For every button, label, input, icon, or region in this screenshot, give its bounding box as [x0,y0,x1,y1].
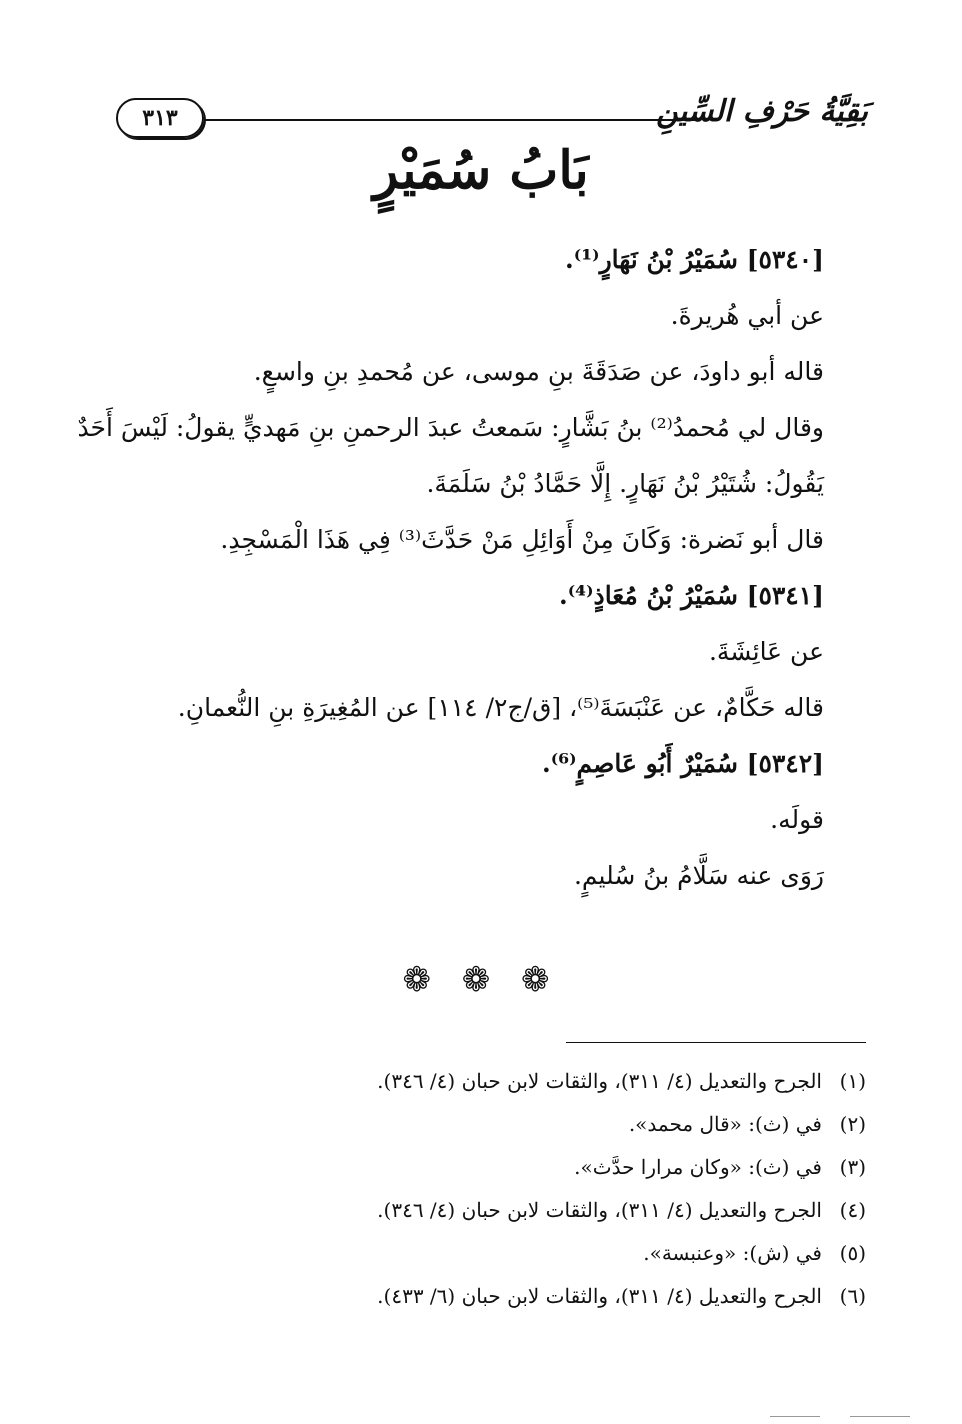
page-number: ٣١٣ [116,98,204,138]
body-line: يَقُولُ: شُتَيْرُ بْنُ نَهَارٍ. إِلَّا حَمَّادُ بْنُ سَلَمَةَ. [426,469,824,498]
footnote-text: في (ش): «وعنبسة». [643,1241,822,1265]
body-line: قال أبو نَضرة: وَكَانَ مِنْ أَوَائِلِ مَنْ حَدَّثَ⁽³⁾ فِي هَذَا الْمَسْجِدِ. [220,525,824,554]
footnote-text: الجرح والتعديل (٤/ ٣١١)، والثقات لابن حبان (٤/ ٣٤٦). [377,1198,822,1222]
entry-heading: [٥٣٤٢] سُمَيْرٌ أَبُو عَاصِمٍ⁽⁶⁾. [541,749,824,778]
footnote-text: في (ث): «قال محمد». [628,1112,822,1136]
footnote-text: الجرح والتعديل (٤/ ٣١١)، والثقات لابن حبان (٦/ ٤٣٣). [377,1284,822,1308]
footnote-number: (٢) [839,1112,866,1136]
footnote [300,1103,866,1146]
page-header [108,92,868,142]
body-line: قولَه. [770,805,824,834]
body-line: وقال لي مُحمدُ⁽²⁾ بنُ بَشَّارٍ: سَمعتُ عبدَ الرحمنِ بنِ مَهديٍّ يقولُ: لَيْسَ أَحَدٌ [77,413,824,442]
footnote-text: الجرح والتعديل (٤/ ٣١١)، والثقات لابن حبان (٤/ ٣٤٦). [377,1069,822,1093]
footnotes [300,1060,866,1318]
footnote-number: (١) [839,1069,866,1093]
body-line: قاله أبو داودَ، عن صَدَقَةَ بنِ موسى، عن مُحمدِ بنِ واسعٍ. [253,357,824,386]
scan-edge-mark [850,1416,910,1417]
body-line: قاله حَكَّامٌ، عن عَنْبَسَةَ⁽⁵⁾، [ق/ج٢/ ١١٤] عن المُغِيرَةِ بنِ النُّعمانِ. [177,693,824,722]
chapter-title: بَابُ سُمَيْرٍ [373,140,589,201]
footnote-number: (٤) [839,1198,866,1222]
footnote [300,1189,866,1232]
footnote [300,1060,866,1103]
footnote-number: (٥) [839,1241,866,1265]
footnote-text: في (ث): «وكان مرارا حدَّث». [574,1155,822,1179]
body-line: رَوَى عنه سَلَّامُ بنُ سُليمٍ. [573,861,824,890]
footnote [300,1275,866,1318]
entry-heading: [٥٣٤٠] سُمَيْرُ بْنُ نَهَارٍ⁽¹⁾. [565,245,824,274]
footnote-number: (٣) [839,1155,866,1179]
footnote [300,1146,866,1189]
header-rule [204,119,698,121]
ornament-divider: ❁ ❁ ❁ [402,960,560,1000]
body-line: عن أبي هُريرةَ. [670,301,824,330]
footnote [300,1232,866,1275]
footnote-number: (٦) [839,1284,866,1308]
entry-heading: [٥٣٤١] سُمَيْرُ بْنُ مُعَاذٍ⁽⁴⁾. [559,581,824,610]
body-text [77,232,824,904]
running-title: بَقِيَّةُ حَرْفِ السِّينِ [656,94,868,129]
footnote-rule [566,1042,866,1043]
body-line: عن عَائِشَةَ. [708,637,824,666]
scan-edge-mark [770,1416,820,1417]
